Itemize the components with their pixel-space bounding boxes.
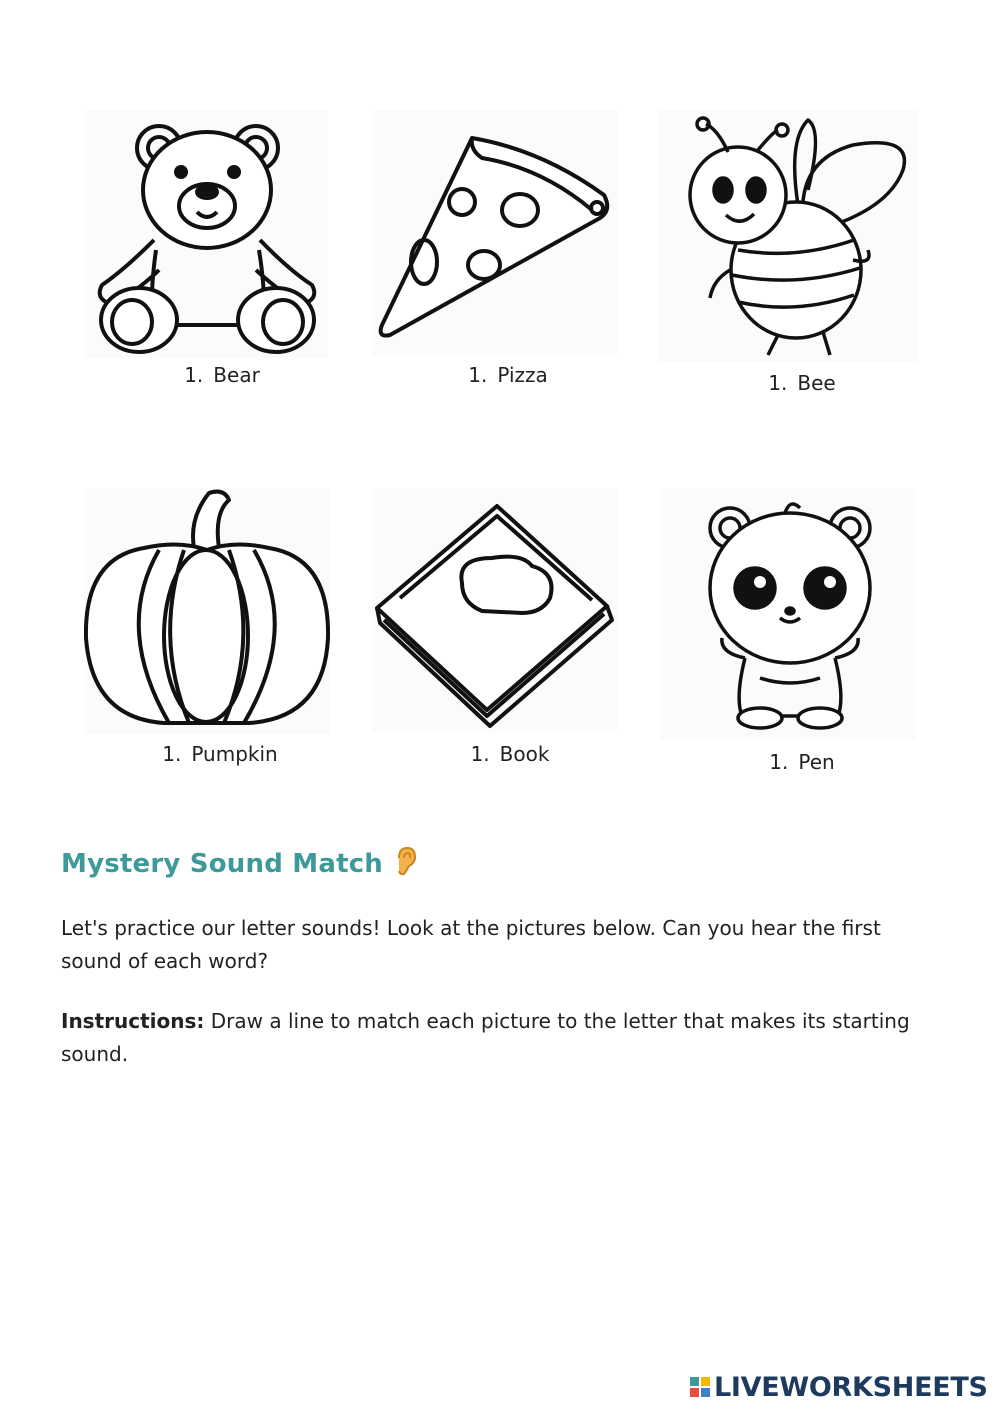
- intro-text: Let's practice our letter sounds! Look at the pictures below. Can you hear the first sound of each word?: [61, 916, 881, 973]
- picture-pumpkin: [84, 488, 330, 734]
- instructions-text: Draw a line to match each picture to the letter that makes its starting sound.: [61, 1009, 910, 1066]
- brand-name: LIVEWORKSHEETS: [714, 1371, 988, 1403]
- word-label: [468, 363, 548, 387]
- item-word: Pumpkin: [191, 742, 278, 766]
- word-label: [768, 371, 835, 395]
- item-word: Pen: [798, 750, 835, 774]
- item-number: 1.: [768, 371, 788, 395]
- intro-paragraph: [61, 912, 941, 978]
- item-number: 1.: [769, 750, 789, 774]
- picture-pizza: [372, 110, 618, 356]
- bee-icon: [658, 110, 918, 362]
- instructions-label: Instructions:: [61, 1009, 205, 1033]
- item-word: Bee: [797, 371, 836, 395]
- item-number: 1.: [470, 742, 490, 766]
- picture-bear: [84, 110, 328, 358]
- ear-icon: [395, 846, 417, 883]
- section-title: [61, 846, 417, 883]
- instructions-paragraph: [61, 1005, 941, 1071]
- section-title-text: Mystery Sound Match: [61, 849, 384, 879]
- item-word: Bear: [213, 363, 260, 387]
- cute-bear-cub-icon: [660, 488, 916, 740]
- teddy-bear-icon: [84, 110, 328, 358]
- liveworksheets-logo-icon: [690, 1377, 710, 1397]
- pumpkin-icon: [84, 488, 330, 734]
- word-label: [769, 750, 834, 774]
- picture-bee: [658, 110, 918, 362]
- picture-pen: [660, 488, 916, 740]
- item-number: 1.: [184, 363, 204, 387]
- pizza-slice-icon: [372, 110, 618, 356]
- picture-book: [372, 488, 618, 732]
- liveworksheets-brand[interactable]: [690, 1372, 988, 1402]
- item-word: Book: [499, 742, 550, 766]
- word-label: [184, 363, 260, 387]
- book-icon: [372, 488, 618, 732]
- item-number: 1.: [162, 742, 182, 766]
- word-label: [162, 742, 277, 766]
- item-number: 1.: [468, 363, 488, 387]
- item-word: Pizza: [497, 363, 548, 387]
- word-label: [471, 742, 550, 766]
